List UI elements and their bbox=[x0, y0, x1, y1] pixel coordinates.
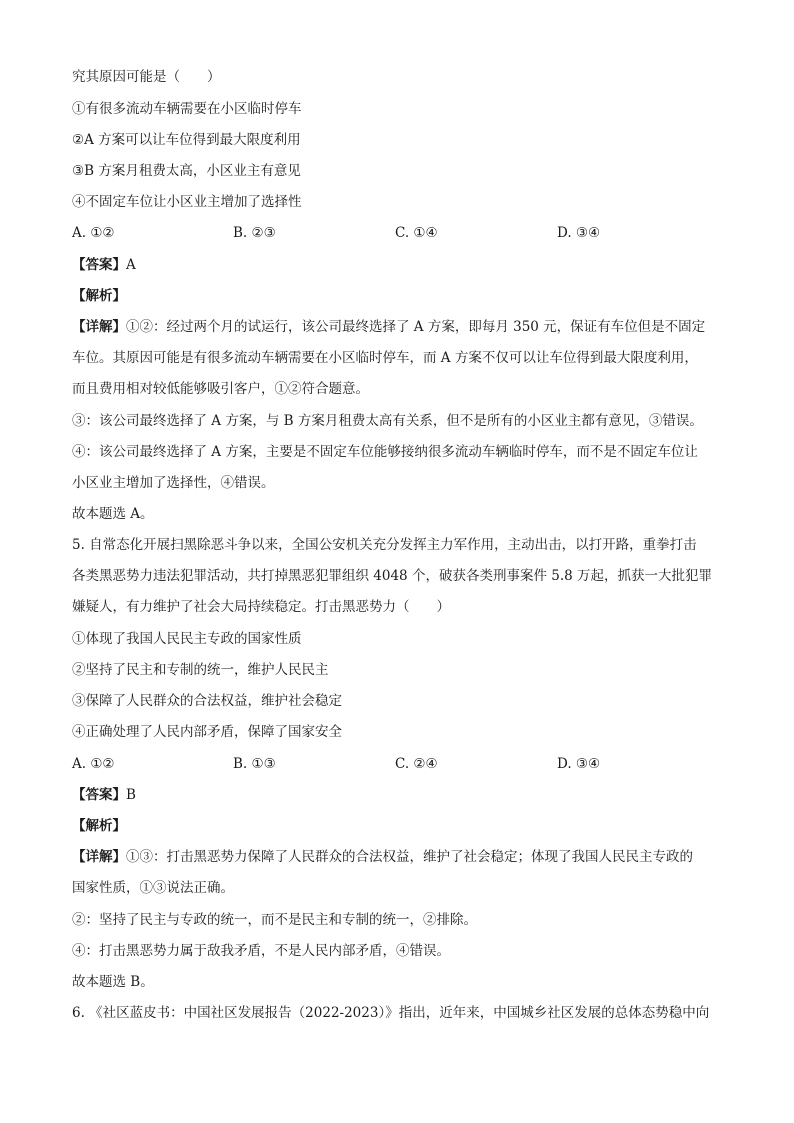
detail-tag: 【详解】 bbox=[72, 319, 126, 335]
q5-option-a: A. ①② bbox=[72, 756, 115, 772]
q4-answer bbox=[72, 256, 722, 274]
q4-detail-line-4: ③：该公司最终选择了 A 方案，与 B 方案月租费太高有关系，但不是所有的小区业主都有意见，③错误。 bbox=[72, 413, 703, 429]
q5-detail-line-4: ④：打击黑恶势力属于敌我矛盾，不是人民内部矛盾，④错误。 bbox=[72, 943, 450, 959]
q4-detail-line-1 bbox=[72, 318, 722, 336]
q4-analysis-heading bbox=[72, 287, 722, 305]
q4-option-d: D. ③④ bbox=[557, 225, 601, 241]
q5-detail-line-2: 国家性质，①③说法正确。 bbox=[72, 880, 234, 896]
analysis-tag: 【解析】 bbox=[72, 288, 126, 304]
q5-stem-line-3: 嫌疑人，有力维护了社会大局持续稳定。打击黑恶势力（ ） bbox=[72, 599, 450, 615]
q5-option-c: C. ②④ bbox=[395, 756, 438, 772]
q4-item-1: ①有很多流动车辆需要在小区临时停车 bbox=[72, 101, 302, 117]
q5-detail-line-1 bbox=[72, 848, 722, 866]
q4-item-4: ④不固定车位让小区业主增加了选择性 bbox=[72, 194, 302, 210]
q4-item-3: ③B 方案月租费太高，小区业主有意见 bbox=[72, 163, 301, 179]
q4-detail-line-5: ④：该公司最终选择了 A 方案，主要是不固定车位能够接纳很多流动车辆临时停车，而不是不固定车位让 bbox=[72, 444, 698, 460]
q4-option-c: C. ①④ bbox=[395, 225, 438, 241]
q5-answer bbox=[72, 786, 722, 804]
detail-text: ①③：打击黑恶势力保障了人民群众的合法权益，维护了社会稳定；体现了我国人民民主专政的 bbox=[126, 849, 693, 865]
q5-analysis-heading bbox=[72, 817, 722, 835]
answer-tag: 【答案】 bbox=[72, 257, 126, 273]
detail-tag: 【详解】 bbox=[72, 849, 126, 865]
q6-stem-line-1: 6. 《社区蓝皮书：中国社区发展报告（2022-2023）》指出，近年来，中国城乡社区发展的总体态势稳中向 bbox=[72, 1005, 710, 1021]
q4-detail-line-6: 小区业主增加了选择性，④错误。 bbox=[72, 475, 275, 491]
q5-conclusion: 故本题选 B。 bbox=[72, 974, 154, 990]
q4-detail-line-2: 车位。其原因可能是有很多流动车辆需要在小区临时停车，而 A 方案不仅可以让车位得到最大限度利用， bbox=[72, 350, 698, 366]
q4-stem-tail: 究其原因可能是（ ） bbox=[72, 69, 221, 85]
q5-item-4: ④正确处理了人民内部矛盾，保障了国家安全 bbox=[72, 724, 342, 740]
q5-item-3: ③保障了人民群众的合法权益，维护社会稳定 bbox=[72, 693, 342, 709]
answer-value: B bbox=[126, 787, 136, 803]
q5-option-d: D. ③④ bbox=[557, 756, 601, 772]
answer-tag: 【答案】 bbox=[72, 787, 126, 803]
q5-item-1: ①体现了我国人民民主专政的国家性质 bbox=[72, 631, 302, 647]
q4-option-b: B. ②③ bbox=[233, 225, 276, 241]
q4-option-a: A. ①② bbox=[72, 225, 115, 241]
q4-conclusion: 故本题选 A。 bbox=[72, 506, 154, 522]
detail-text: ①②：经过两个月的试运行，该公司最终选择了 A 方案，即每月 350 元，保证有车位但是不固定 bbox=[126, 319, 706, 335]
q5-item-2: ②坚持了民主和专制的统一，维护人民民主 bbox=[72, 662, 329, 678]
q4-item-2: ②A 方案可以让车位得到最大限度利用 bbox=[72, 132, 301, 148]
answer-value: A bbox=[126, 257, 136, 273]
q4-detail-line-3: 而且费用相对较低能够吸引客户，①②符合题意。 bbox=[72, 381, 369, 397]
q5-stem-line-2: 各类黑恶势力违法犯罪活动，共打掉黑恶犯罪组织 4048 个，破获各类刑事案件 5.8 万起，抓获一大批犯罪 bbox=[72, 568, 712, 584]
q5-option-b: B. ①③ bbox=[233, 756, 276, 772]
analysis-tag: 【解析】 bbox=[72, 818, 126, 834]
q5-stem-line-1: 5. 自常态化开展扫黑除恶斗争以来，全国公安机关充分发挥主力军作用，主动出击，以打开路，重拳打击 bbox=[72, 537, 697, 553]
q5-detail-line-3: ②：坚持了民主与专政的统一，而不是民主和专制的统一，②排除。 bbox=[72, 912, 477, 928]
